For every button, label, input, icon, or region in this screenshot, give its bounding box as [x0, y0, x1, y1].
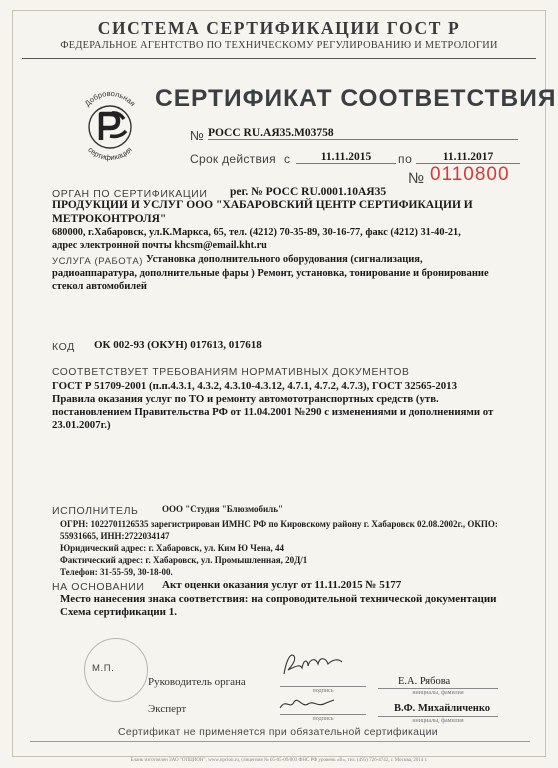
requirements-line4: 23.01.2007г.) — [52, 419, 111, 431]
blank-number: 0110800 — [430, 164, 510, 185]
expert-signature-line — [280, 714, 366, 715]
expert-label: Эксперт — [148, 703, 187, 715]
head-name-caption: инициалы, фамилия — [412, 690, 464, 696]
requirements-line2: Правила оказания услуг по ТО и ремонту автомототранспортных средств (утв. — [52, 393, 439, 405]
requirements-line1: ГОСТ Р 51709-2001 (п.п.4.3.1, 4.3.2, 4.3.10-4.3.12, 4.7.1, 4.7.2, 4.7.3), ГОСТ 32565-2013 — [52, 380, 457, 392]
executor-line1: ОГРН: 1022701126535 зарегистрирован ИМНС РФ по Кировскому району г. Хабаровск 02.08.2002г., ОКПО: — [60, 519, 498, 529]
validity-label: Срок действия — [190, 152, 276, 166]
code-label: КОД — [52, 341, 75, 353]
service-line1: Установка дополнительного оборудования (сигнализация, — [146, 254, 423, 265]
executor-line5: Телефон: 31-55-59, 30-18-00. — [60, 567, 173, 577]
validity-from: 11.11.2015 — [296, 151, 396, 164]
footer-rule — [30, 741, 530, 742]
requirements-label: СООТВЕТСТВУЕТ ТРЕБОВАНИЯМ НОРМАТИВНЫХ ДОКУМЕНТОВ — [52, 367, 410, 378]
head-signature-icon — [278, 646, 348, 680]
basis-value: Акт оценки оказания услуг от 11.11.2015 № 5177 — [162, 579, 402, 591]
service-line2: радиоаппаратура, дополнительные фары ) Ремонт, установка, тонирование и бронирование — [52, 268, 489, 279]
certification-body-email: адрес электронной почты khcsm@email.kht.ru — [52, 240, 267, 251]
certification-body-reg: рег. № РОСС RU.0001.10АЯ35 — [230, 186, 387, 198]
requirements-line3: постановлением Правительства РФ от 11.04.2001 №290 с изменениями и дополнениями от — [52, 406, 494, 418]
expert-name: В.Ф. Михайличенко — [394, 703, 491, 714]
certificate-title: СЕРТИФИКАТ СООТВЕТСТВИЯ — [155, 85, 557, 112]
executor-line4: Фактический адрес: г. Хабаровск, ул. Промышленная, 20Д/1 — [60, 555, 308, 565]
service-label: УСЛУГА (РАБОТА) — [52, 256, 144, 267]
executor-line3: Юридический адрес: г. Хабаровск, ул. Ким Ю Чена, 44 — [60, 543, 285, 553]
basis-line3: Схема сертификации 1. — [60, 606, 177, 618]
expert-name-caption: инициалы, фамилия — [412, 718, 464, 724]
certificate-number: РОСС RU.АЯ35.М03758 — [208, 127, 518, 140]
validity-to-label: по — [398, 152, 413, 166]
header-rule — [22, 58, 536, 59]
executor-line2: 55931665, ИНН:2722034147 — [60, 531, 170, 541]
service-line3: стекол автомобилей — [52, 281, 147, 292]
validity-to: 11.11.2017 — [416, 151, 520, 164]
code-value: ОК 002-93 (ОКУН) 017613, 017618 — [94, 339, 262, 351]
expert-sign-caption: подпись — [312, 716, 334, 722]
certification-body-line2: ПРОДУКЦИИ И УСЛУГ ООО "ХАБАРОВСКИЙ ЦЕНТР СЕРТИФИКАЦИИ И — [52, 199, 473, 211]
head-name-line — [378, 688, 498, 689]
agency-name: ФЕДЕРАЛЬНОЕ АГЕНТСТВО ПО ТЕХНИЧЕСКОМУ РЕГУЛИРОВАНИЮ И МЕТРОЛОГИИ — [60, 40, 498, 51]
head-sign-caption: подпись — [312, 688, 334, 694]
executor-label: ИСПОЛНИТЕЛЬ — [52, 505, 139, 517]
expert-signature-icon — [276, 694, 338, 714]
blank-number-label: № — [408, 170, 425, 187]
gost-r-certification-mark-icon — [74, 86, 146, 166]
expert-name-line — [378, 716, 498, 717]
number-label: № — [190, 128, 205, 143]
print-footer: Бланк изготовлен ЗАО "ОПЦИОН", www.opcion.ru, (лицензия № 05-05-09/003 ФНС РФ уровень «В», тел. (495) 726-4742, г. Москва, 2014 г. — [130, 758, 428, 763]
head-name: Е.А. Рябова — [398, 676, 451, 687]
certification-body-label: ОРГАН ПО СЕРТИФИКАЦИИ — [52, 188, 208, 200]
certification-body-line3: МЕТРОКОНТРОЛЯ" — [52, 213, 167, 225]
basis-line2: Место нанесения знака соответствия: на сопроводительной технической документации — [60, 593, 497, 605]
svg-text:сертификация: сертификация — [86, 145, 134, 163]
validity-from-label: с — [284, 152, 291, 166]
system-title: СИСТЕМА СЕРТИФИКАЦИИ ГОСТ Р — [97, 18, 461, 38]
svg-text:Добровольная: Добровольная — [82, 88, 138, 109]
certificate-note: Сертификат не применяется при обязательной сертификации — [118, 726, 438, 738]
head-label: Руководитель органа — [148, 676, 246, 688]
basis-label: НА ОСНОВАНИИ — [52, 581, 145, 593]
certification-body-address: 680000, г.Хабаровск, ул.К.Маркса, 65, тел. (4212) 70-35-89, 30-16-77, факс (4212) 31-40-21, — [52, 227, 461, 238]
executor-name: ООО "Студия "Блюзмобиль" — [162, 504, 283, 514]
stamp-label: М.П. — [92, 663, 115, 674]
head-signature-line — [280, 686, 366, 687]
